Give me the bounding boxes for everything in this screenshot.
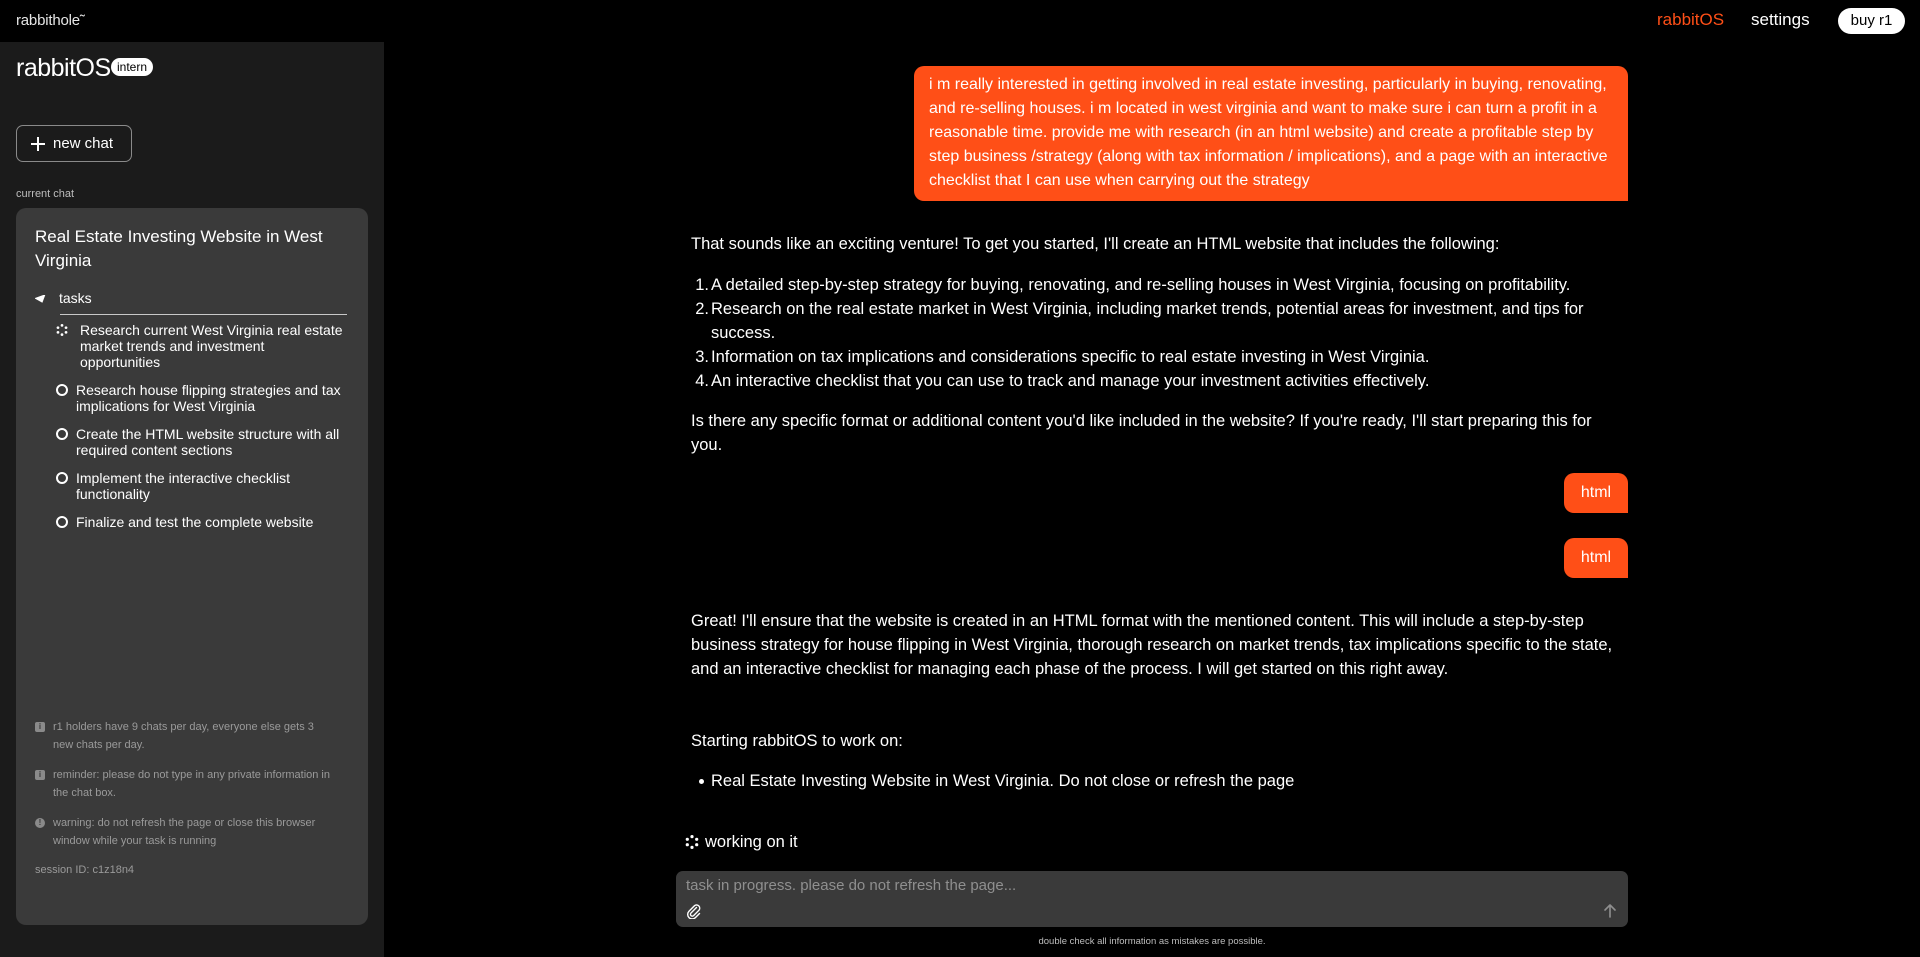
sidebar-os-title: rabbitOS [16,54,111,82]
chat-title: Real Estate Investing Website in West Virginia [35,227,323,270]
message-composer[interactable] [676,871,1628,927]
nav-settings-link[interactable]: settings [1751,10,1810,29]
tasks-toggle[interactable] [35,290,347,311]
arrow-up-icon[interactable] [1602,903,1618,919]
assistant-message: Great! I'll ensure that the website is created in an HTML format with the mentioned content. This will include a step-by-step business strategy for house flipping in West Virginia, thorough research on market trends, tax implications specific to the state, and an interactive checklist for managing each phase of the process. I will get started on this right away. [691,612,1613,678]
circle-icon [56,428,68,440]
list-item [691,273,1621,297]
brand-logo[interactable]: rabbithole˜ [16,12,85,29]
disclaimer-text: double check all information as mistakes are possible. [1038,936,1266,947]
list-item-text: A detailed step-by-step strategy for buying, renovating, and re-selling houses in West Virginia, focusing on profitability. [711,276,1571,294]
tasks-divider [60,314,347,315]
spinner-icon [685,835,699,849]
circle-icon [56,516,68,528]
task-bullet-text: Real Estate Investing Website in West Virginia. Do not close or refresh the page [711,772,1295,790]
task-text: Research current West Virginia real estate market trends and investment opportunities [80,322,343,370]
session-id: session ID: c1z18n4 [35,864,135,876]
assistant-message-intro: That sounds like an exciting venture! To get you started, I'll create an HTML website that includes the following: [691,235,1500,253]
info-square-icon: i [35,770,45,780]
list-number: 3. [695,348,709,366]
new-chat-label: new chat [53,135,114,152]
sidebar [0,42,384,957]
working-text: working on it [705,832,798,851]
circle-icon [56,384,68,396]
list-item-text: Information on tax implications and considerations specific to real estate investing in West Virginia. [711,348,1430,366]
starting-status: Starting rabbitOS to work on: [691,732,903,750]
bullet-dot [699,779,704,784]
user-message: i m really interested in getting involved in real estate investing, particularly in buying, renovating, and re-selling houses. i m located in west virginia and want to make sure i can turn a profit in a reasonable time. provide me with research (in an html website) and create a profitable step by step business /strategy (along with tax information / implications), and a page with an interactive checklist that I can use when carrying out the strategy [914,66,1628,201]
buy-r1-button[interactable]: buy r1 [1838,8,1905,34]
note-text: reminder: please do not type in any private information in the chat box. [53,769,330,799]
list-number: 2. [695,300,709,318]
task-text: Finalize and test the complete website [76,514,314,530]
plus-icon [31,137,45,151]
list-item-text: Research on the real estate market in West Virginia, including market trends, potential areas for investment, and tips for success. [711,300,1584,342]
current-chat-card [16,208,368,925]
note-text: warning: do not refresh the page or close this browser window while your task is running [53,817,316,847]
note-text: r1 holders have 9 chats per day, everyone else gets 3 new chats per day. [53,721,314,751]
task-text: Research house flipping strategies and tax implications for West Virginia [76,382,341,414]
list-item-text: An interactive checklist that you can use to track and manage your investment activities effectively. [711,372,1430,390]
collapse-triangle-icon [35,295,47,303]
list-item [691,369,1621,393]
info-square-icon: i [35,722,45,732]
assistant-message-outro: Is there any specific format or additional content you'd like included in the website? If you're ready, I'll start preparing this for you. [691,412,1592,454]
list-item [691,297,1621,345]
list-number: 1. [695,276,709,294]
task-text: Implement the interactive checklist functionality [76,470,290,502]
task-bullet-item [691,769,1621,793]
new-chat-button[interactable] [16,125,132,162]
list-item [691,345,1621,369]
current-chat-label: current chat [16,188,75,200]
tasks-label: tasks [59,290,92,306]
spinner-icon [56,324,68,336]
list-number: 4. [695,372,709,390]
user-message: html [1564,538,1628,578]
nav-rabbitos-link[interactable]: rabbitOS [1657,10,1725,29]
user-message: html [1564,473,1628,513]
task-text: Create the HTML website structure with all required content sections [76,426,340,458]
intern-badge: intern [111,58,153,76]
circle-icon [56,472,68,484]
top-bar [0,0,1920,42]
working-indicator [685,830,798,854]
assistant-numbered-list [691,273,1621,393]
paperclip-icon[interactable] [686,903,702,919]
warning-icon: ! [35,818,45,828]
composer-placeholder[interactable]: task in progress. please do not refresh the page... [686,877,1017,894]
